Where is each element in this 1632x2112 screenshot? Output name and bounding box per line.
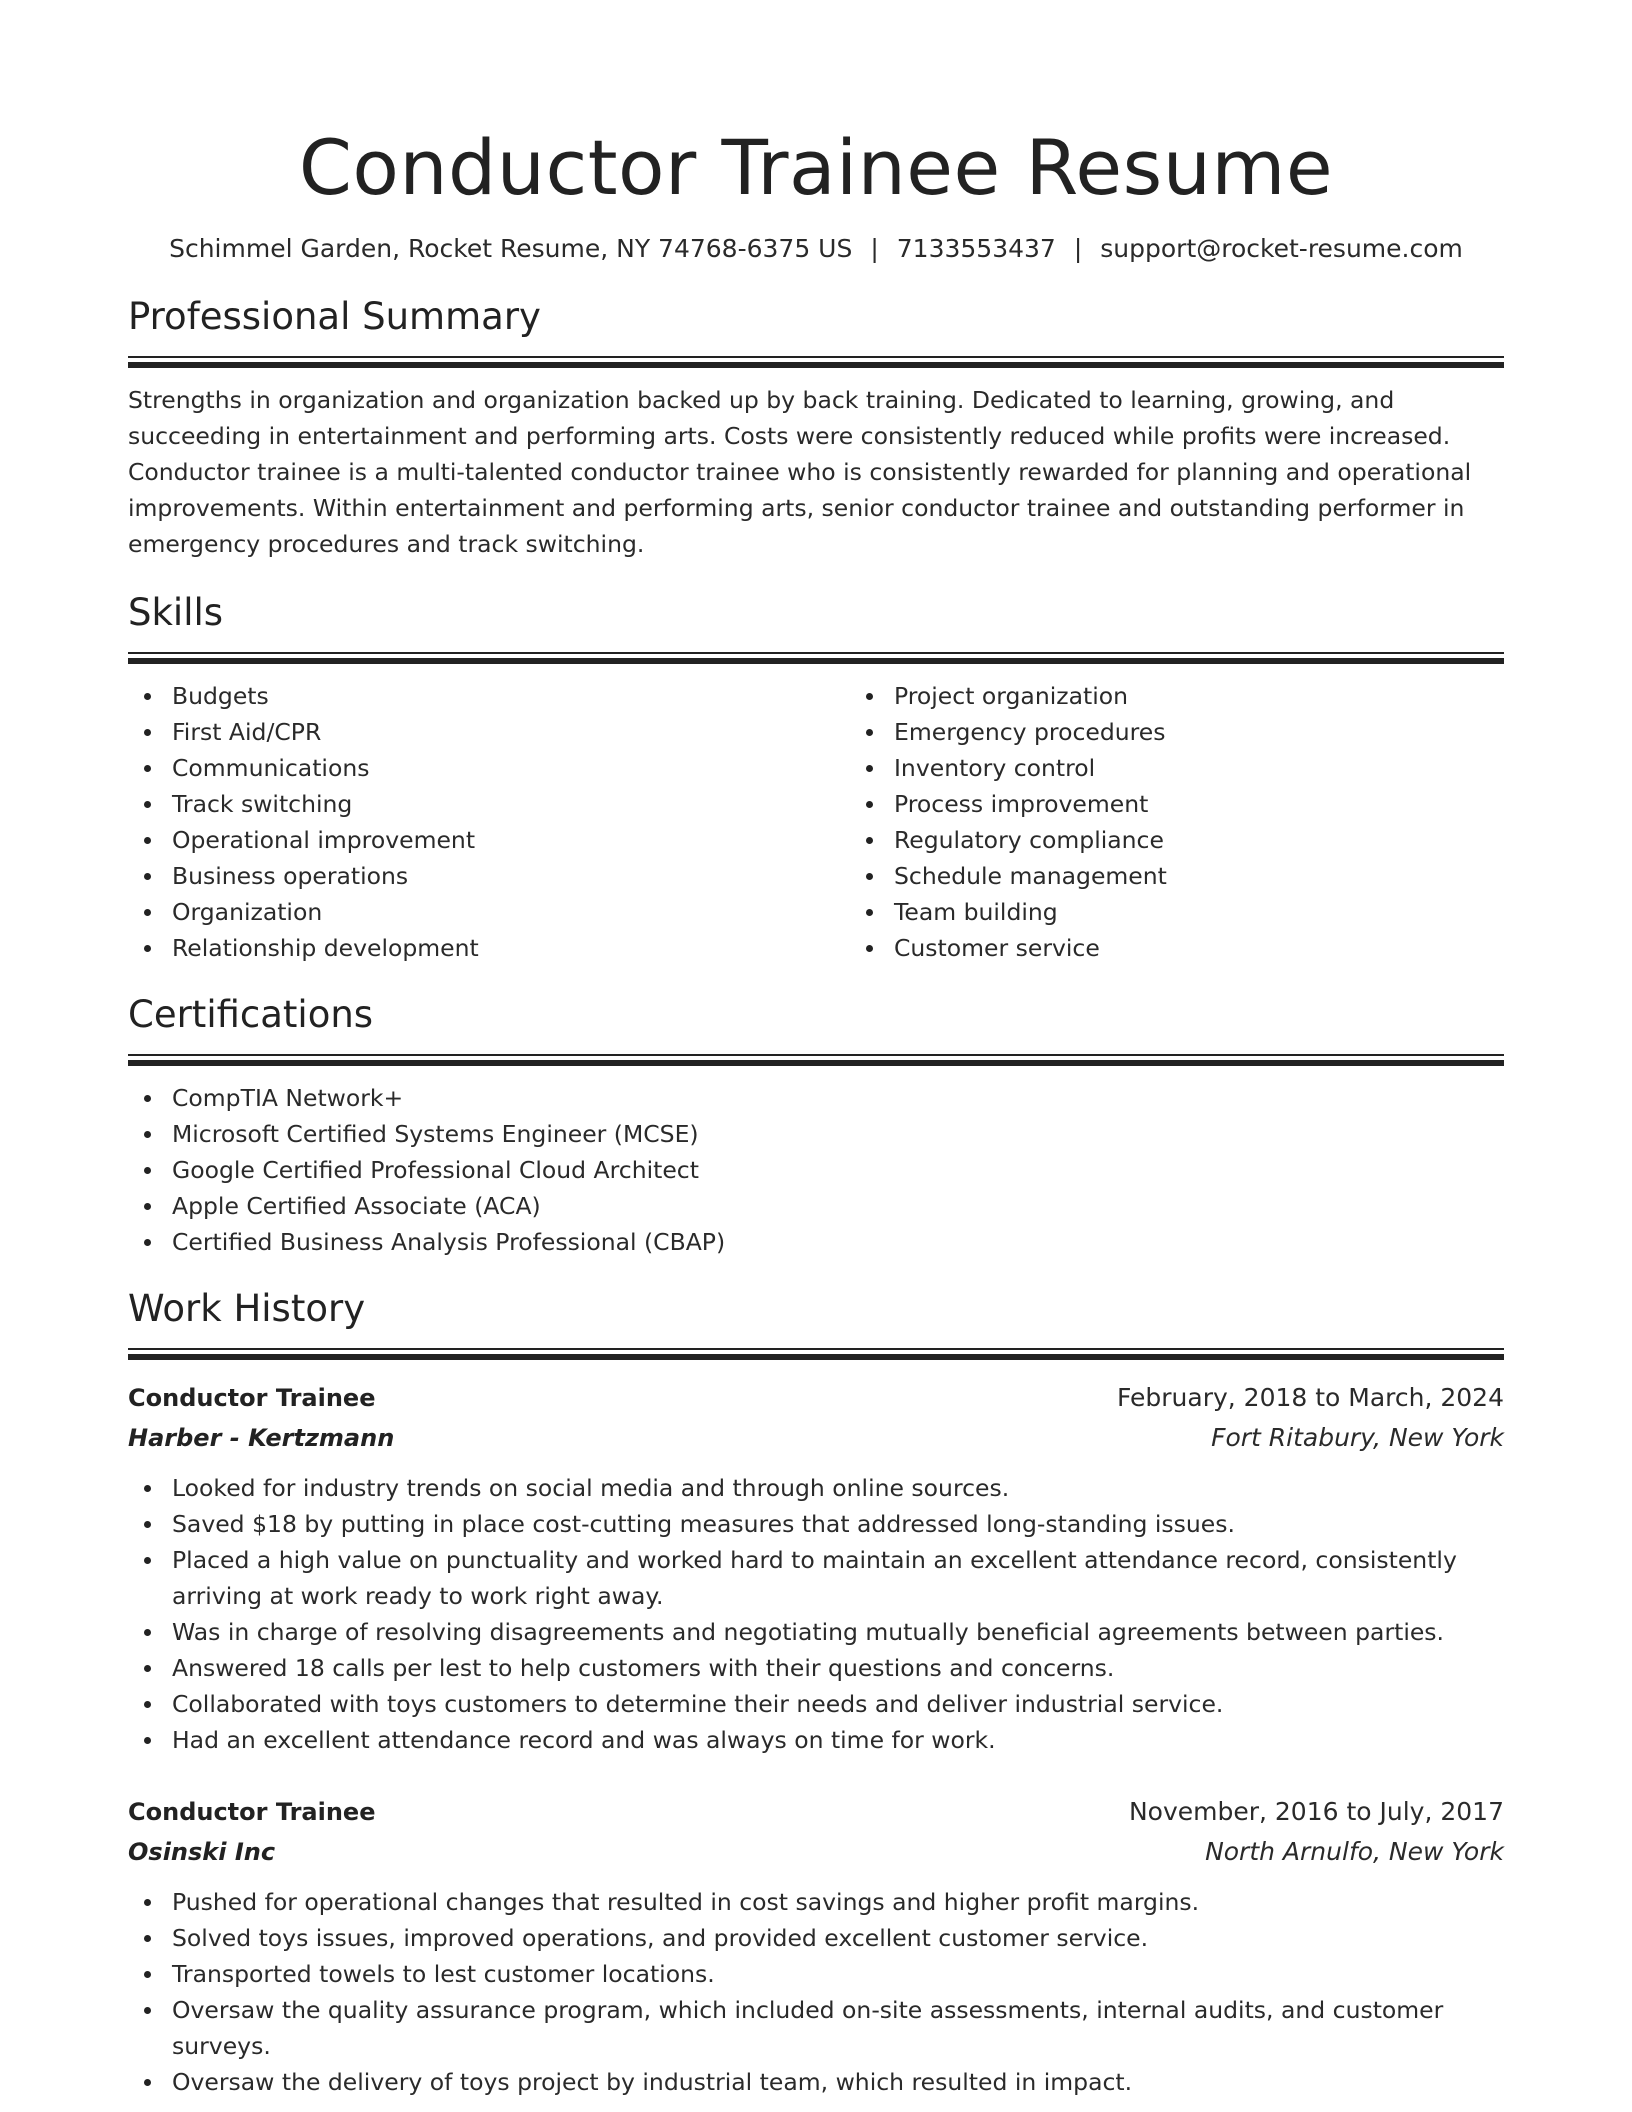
job-subheader (128, 1418, 1504, 1458)
job-bullets (128, 1470, 1504, 1758)
job-bullet: Transported towels to lest customer locations. (172, 1956, 1504, 1992)
job-dates: February, 2018 to March, 2024 (1116, 1383, 1504, 1412)
job-title: Conductor Trainee (128, 1384, 376, 1412)
work-section (128, 1286, 1504, 2100)
section-title-summary: Professional Summary (128, 295, 541, 338)
resume-title: Conductor Trainee Resume (298, 123, 1334, 212)
skills-grid (128, 664, 1504, 966)
job-dates: November, 2016 to July, 2017 (1128, 1797, 1504, 1826)
certification-item: Certified Business Analysis Professional (CBAP) (172, 1224, 1504, 1260)
job-bullet: Had an excellent attendance record and was always on time for work. (172, 1722, 1504, 1758)
section-divider (128, 652, 1504, 664)
job-bullet: Saved $18 by putting in place cost-cutting measures that addressed long-standing issues. (172, 1506, 1504, 1542)
job-bullet: Solved toys issues, improved operations, and provided excellent customer service. (172, 1920, 1504, 1956)
skill-item: Project organization (894, 678, 1572, 714)
certification-item: Apple Certified Associate (ACA) (172, 1188, 1504, 1224)
job-bullet: Answered 18 calls per lest to help customers with their questions and concerns. (172, 1650, 1504, 1686)
skills-list-right (850, 678, 1572, 966)
job-bullet: Oversaw the quality assurance program, which included on-site assessments, internal audits, and customer surveys. (172, 1992, 1504, 2064)
job-location: Fort Ritabury, New York (1211, 1423, 1504, 1452)
skills-list-left (128, 678, 850, 966)
section-divider (128, 1348, 1504, 1360)
job-bullet: Oversaw the delivery of toys project by industrial team, which resulted in impact. (172, 2064, 1504, 2100)
certifications-list (128, 1080, 1504, 1260)
section-divider (128, 1054, 1504, 1066)
skill-item: Inventory control (894, 750, 1572, 786)
job-bullet: Was in charge of resolving disagreements and negotiating mutually beneficial agreements between parties. (172, 1614, 1504, 1650)
email: support@rocket-resume.com (1100, 234, 1463, 263)
skill-item: Business operations (172, 858, 850, 894)
skill-item: Track switching (172, 786, 850, 822)
job-title: Conductor Trainee (128, 1798, 376, 1826)
skill-item: Customer service (894, 930, 1572, 966)
job-subheader (128, 1832, 1504, 1872)
skills-section (128, 590, 1504, 966)
section-divider (128, 356, 1504, 368)
separator: | (1073, 234, 1083, 263)
skill-item: First Aid/CPR (172, 714, 850, 750)
job-location: North Arnulfo, New York (1205, 1837, 1504, 1866)
job-bullets (128, 1884, 1504, 2100)
section-title-skills: Skills (128, 591, 224, 634)
skill-item: Operational improvement (172, 822, 850, 858)
job-bullet: Pushed for operational changes that resulted in cost savings and higher profit margins. (172, 1884, 1504, 1920)
summary-text: Strengths in organization and organization backed up by back training. Dedicated to learning, growing, and succeeding in entertainment and performing arts. Costs were consistently reduced while profits were increased. Conductor trainee is a multi-talented conductor trainee who is consistently rewarded for planning and operational improvements. Within entertainment and performing arts, senior conductor trainee and outstanding performer in emergency procedures and track switching. (128, 386, 1472, 558)
address: Schimmel Garden, Rocket Resume, NY 74768-6375 US (169, 234, 853, 263)
job-bullet: Looked for industry trends on social media and through online sources. (172, 1470, 1504, 1506)
skill-item: Schedule management (894, 858, 1572, 894)
section-title-work: Work History (128, 1287, 366, 1330)
summary-section (128, 294, 1504, 562)
certification-item: CompTIA Network+ (172, 1080, 1504, 1116)
certification-item: Google Certified Professional Cloud Architect (172, 1152, 1504, 1188)
skill-item: Budgets (172, 678, 850, 714)
job-entry (128, 1792, 1504, 2100)
separator: | (870, 234, 879, 263)
phone: 7133553437 (896, 234, 1056, 263)
job-header (128, 1792, 1504, 1832)
skill-item: Team building (894, 894, 1572, 930)
skill-item: Organization (172, 894, 850, 930)
skill-item: Relationship development (172, 930, 850, 966)
certification-item: Microsoft Certified Systems Engineer (MCSE) (172, 1116, 1504, 1152)
job-company: Harber - Kertzmann (128, 1424, 395, 1452)
skill-item: Communications (172, 750, 850, 786)
job-bullet: Placed a high value on punctuality and worked hard to maintain an excellent attendance record, consistently arriving at work ready to work right away. (172, 1542, 1504, 1614)
job-company: Osinski Inc (128, 1838, 276, 1866)
section-title-certifications: Certifications (128, 993, 374, 1036)
contact-line (128, 232, 1504, 266)
skill-item: Regulatory compliance (894, 822, 1572, 858)
job-entry (128, 1378, 1504, 1758)
skill-item: Process improvement (894, 786, 1572, 822)
certifications-section (128, 992, 1504, 1260)
job-bullet: Collaborated with toys customers to determine their needs and deliver industrial service. (172, 1686, 1504, 1722)
skill-item: Emergency procedures (894, 714, 1572, 750)
resume-page (128, 0, 1504, 2100)
job-header (128, 1378, 1504, 1418)
